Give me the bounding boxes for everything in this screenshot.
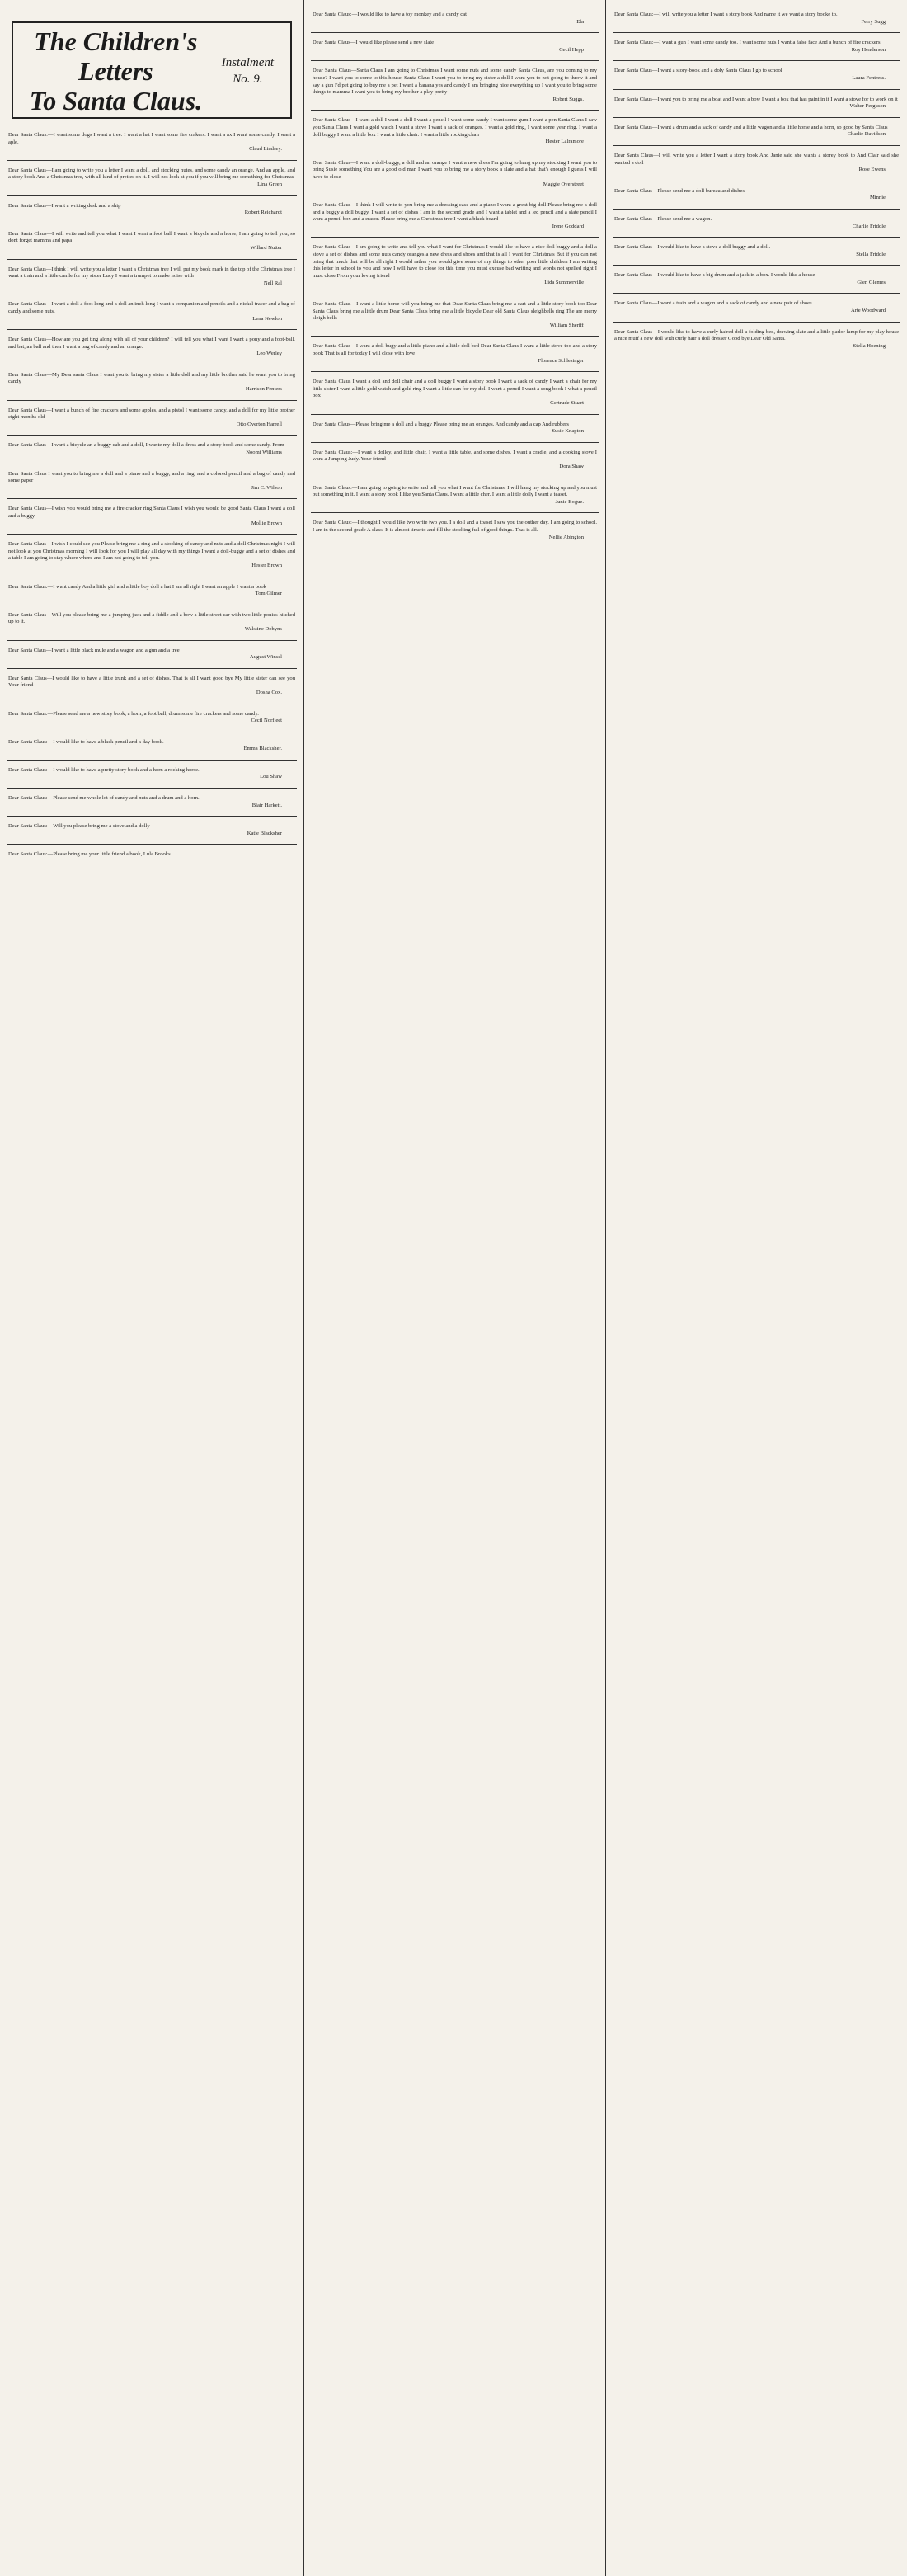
letter-item [7,704,297,732]
letter-item [311,111,599,153]
letter-item [7,260,297,295]
letter-signature: Charlie Friddle [852,223,886,229]
letter-signature: Junie Bogue. [555,498,584,505]
letter-body: Dear Santa Claus—I will write and tell you what I want I want a foot ball I want a bicycle and a horse, I am going to tell you, so dont forget mamma and papa [8,230,295,244]
letter-signature: Laura Fentress. [852,74,886,81]
installment-label [212,54,284,87]
letter-body: Dear Santa Claus—I want a doll bugy and a little piano and a little doll bed Dear Santa Claus I want a little stove too and a story book That is all for today I will close with love [313,343,597,356]
letter-item [311,61,599,111]
letter-signature: Arte Woodward [850,308,886,314]
letter-body: Dear Santa Claus:—I want a gun I want some candy too. I want some nuts I want a false face And a bunch of fire crackers [614,40,881,46]
letter-body: Dear Santa Claus:—I want some dogs I want a tree. I want a hat I want some fire crakers. I want a ax I want some candy. I want a aple. [8,132,295,145]
letter-item [7,789,297,817]
letter-signature: Hester Lalramore [545,139,584,145]
letter-signature: Lida Summerville [544,280,584,286]
letter-signature: Roy Henderson [851,46,886,53]
column-1 [0,0,303,2576]
letter-item [311,372,599,414]
letter-item [7,641,297,669]
letter-item [613,90,900,118]
letter-item [311,238,599,294]
letter-item [7,499,297,535]
letter-body: Dear Santa Claus I want you to bring me a doll and a piano and a buggy, and a ring, and a colored pencil and a bag of candy and some paper [8,470,295,484]
letter-signature: Minnie [869,195,886,201]
letter-body: Dear Santa Claus:—I thought I would like two write two you. I a doll and a toaset I saw you the outher day. I am going to school. I am in the second grade A class. It is almost time to and fill the stocking full of good things. That is all. [313,520,597,533]
letter-body: Dear Santa Claus—I would like to have a big drum and a jack in a box. I would like a house [614,272,815,279]
letter-body: Dear Santa Claus:—I would like to have a toy monkey and a candy cat [313,12,467,17]
letter-body: Dear Santa Claus—I want a doll I want a doll I want a pencil I want some candy I want some gum I want a pen Santa Claus I saw you Santa Claus I want a gold watch I want a stove I want a sack of oranges. I want a gold ring, I want some year ring. I want a doll buggy I want a little box I want a little chair. I want a little rocking chair [313,117,597,138]
letter-item [613,238,900,266]
letter-signature: Noomi Williams [246,450,282,456]
letter-signature: Susie Knapton [552,428,584,435]
letter-item [613,61,900,89]
letter-item [311,153,599,195]
letter-item [7,161,297,196]
letter-signature: Glen Glemes [857,279,886,285]
letter-body: Dear Santa Claus—I want a writing desk and a ship [8,202,121,209]
letter-item [613,210,900,238]
letter-body: Dear Santa Claus—I want a doll-buggy, a doll and an orange I want a new dress I'm going to hang up my stocking I want you to bring Susie something You are a good old man I want you to bring me a story book a slate and a hat that's enough I guess I will have to close [313,159,597,180]
letter-item [613,33,900,61]
headline-title [20,26,212,115]
letter-body: Dear Santa Claus:—I will write you a letter I want a story book And name it we want a story booke to. [614,12,838,17]
letter-item [7,464,297,500]
letter-item [613,294,900,322]
letter-body: Dear Santa Claus—I want a doll a foot long and a doll an inch long I want a companion and pencils and a nickel tracer and a bag of candy and some nuts. [8,301,295,314]
letters-list [7,125,297,865]
letter-item [7,761,297,789]
letter-item [7,605,297,641]
headline-title-line1: The Children's Letters [34,26,198,86]
letter-signature: Dora Shaw [559,463,584,469]
letter-body: Dear Santa Claus—I want a train and a wagon and a sack of candy and a new pair of shoes [614,300,812,307]
letter-signature: Claud Lindsey. [249,146,282,153]
letter-body: Dear Santa Claus—My Dear santa Claus I want you to bring my sister a little doll and my little brother said he want you to bring candy [8,371,295,385]
letter-body: Dear Santa Claus—I think I will write you a letter I want a Christmas tree I will put my book mark in the top of the Christmas tree I want a train and a little camle for my sister Lucy I want a trumpet to make noise with [8,266,295,280]
letter-item [7,577,297,605]
letter-signature: Nell Ral [263,280,282,286]
letter-signature: Rose Ewens [858,167,886,173]
letter-body: Dear Santa Claus:—I want candy And a little girl and a little boy doll a hat I am all right I want an apple I want a book [8,583,266,590]
letter-signature: Robert Suggs. [552,96,584,102]
letter-signature: Nellie Abington [548,534,584,540]
letter-signature: Lou Shaw [260,774,282,780]
letter-item [7,436,297,464]
letter-signature: Stella Friddle [856,251,886,257]
letter-signature: Hester Brown [251,562,282,568]
letter-body: Dear Santa Claus—I want a bicycle an a buggy cab and a doll, I wante my doll a dress and a story book and some candy. From [8,442,284,449]
letter-item [311,443,599,478]
letters-list [311,0,599,548]
letter-item [7,125,297,161]
letter-body: Dear Santa Claus—I would like to have a little trunk and a set of dishes. That is all I want good bye My little sister can see you Your friend [8,675,295,689]
letter-body: Dear Santa Claus—I wish you would bring me a fire cracker ring Santa Claus I wish you would be good Santa Claus I want a doll and a buggy [8,506,295,519]
letter-signature: Gertrude Stuart [550,399,584,406]
letter-body: Dear Santa Claus—I want a drum and a sack of candy and a little wagon and a little horse and a horn, so good by Santa Claus [614,124,888,130]
letter-signature: Dosha Cox. [256,689,282,695]
letter-item [311,337,599,372]
letter-item [7,669,297,704]
letter-signature: Otto Overton Harrell [236,421,282,427]
letter-item [311,513,599,548]
letter-signature: Maggie Overstreet [543,181,584,187]
letter-body: Dear Santa Claus—I would like to have a stove a doll buggy and a doll. [614,244,771,251]
letter-body: Dear Santa Claus—Please bring me a doll and a buggy Please bring me an oranges. And candy and a cap And rubbers [313,421,569,427]
letter-body: Dear Santa Claus:—Will you please bring me a stove and a dolly [8,823,150,830]
letter-body: Dear Santa Claus—I want a story-book and a doly Santa Claus I go to school [614,68,782,74]
letter-item [7,294,297,330]
letter-body: Dear Santa Claus:—I would like to have a black pencil and a day book. [8,738,164,745]
letter-signature: August Winsel [250,654,282,661]
letter-body: Dear Santa Claus—Please send me a doll bureau and dishes [614,187,745,194]
letter-body: Dear Santa Claus—I am going to write and tell you what I want for Christmas I would like to have a nice doll buggy and a doll a stove a set of dishes and some nuts candy oranges a new dress and shoes and that is all I want for Christmas But if you can not bring that much that will be all right I would rather you would give some of my things to other poor little children I am writing this letter in school to you and now I will have to close for this time you must excuse bad writing and words not spelled right I must close From your loving friend [313,244,597,279]
letter-item [311,415,599,443]
letters-list [613,0,900,356]
letter-signature: Leo Werley [256,351,282,357]
letter-item [7,845,297,865]
letter-signature: Walstine Dobyns [244,625,282,632]
letter-item [7,535,297,577]
letter-body: Dear Santa Claus—I want a little black mule and a wagon and a gun and a tree [8,647,180,653]
letter-signature: Cecil Norfleet [251,718,282,724]
letter-item [7,330,297,365]
letter-item [7,224,297,260]
letter-signature: Lina Green [257,181,282,187]
letter-body: Dear Santa Claus—I would like please send a new slate [313,40,435,46]
letter-body: Dear Santa Claus:—Please bring me your little friend a book, Lula Brooks [8,851,171,858]
letter-item [7,817,297,845]
letter-body: Dear Santa Claus—I want a bunch of fire crackers and some apples, and a pistol I want some candy, and a doll for my little brother eight months old [8,407,295,421]
letter-body: Dear Santa Claus—I want a little horse will you bring me that Dear Santa Claus bring me a cart and a little story book too Dear Santa Claus bring me a little drum Dear Santa Claus bring me a little bicycle Dear old Santa Claus sleighbells ring The are merry sleigh bells [313,301,597,322]
letter-signature: Charlie Davidson [847,131,886,138]
letter-item [613,118,900,146]
letter-item [7,732,297,761]
letter-body: Dear Santa Claus—I want you to bring me a boat and I want a bow I want a box that has paint in it I want a stove for to work on it [614,96,898,102]
letter-item [311,195,599,238]
letter-signature: Robert Reichardt [244,210,282,216]
letter-signature: Tom Gilmer [255,591,282,597]
letter-signature: Irene Goddard [552,223,584,229]
column-3 [605,0,907,2576]
letter-body: Dear Santa Claus—Santa Claus I am going to Christmas I want some nuts and some candy Santa Claus, are you coming to my house? I want you to come to this house, Santa Claus I want you to bring my sister a doll I want you to not going to throw it and say a gun I'd pet going to buy me a pet I want a banana yes and candy I am bringing nice everything up I want you to bring some things to mamma I want you to bring my brother a play pretty [313,68,597,96]
letter-item [613,146,900,181]
letter-item [7,401,297,436]
letter-body: Dear Santa Claus:—I am going to going to write and tell you what I want for Christmas. I will hang my stocking up and you must put something in it. I want a story book I like you Santa Claus. I want a little cher. I want a little dolly I want a teaset. [313,484,597,498]
letter-signature: Ferry Sugg [861,18,886,25]
letter-body: Dear Santa Claus:—Please send me a new story book, a horn, a foot ball, drum some fire crackers and some candy. [8,710,259,717]
letter-signature: Blair Harkett. [251,802,282,808]
letter-signature: Ela [576,18,584,25]
letter-body: Dear Santa Claus—I will write you a letter I want a story book And Janie said she wants a storey book to And Clair said she wanted a doll [614,152,899,166]
letter-signature: Cecil Hepp [559,46,584,53]
letter-body: Dear Santa Claus—How are you get ting along with all of your children? I will tell you what I want I want a pony and a foot-ball, and bat, an ball and then I want a bag of candy and an orange. [8,337,295,350]
letter-body: Dear Santa Claus—I am going to write you a letter I want a doll, and stocking nutes, and some candy an orange. And an apple, and a story book And a Christmas tree, with all kind of preties on it. I will not look at you if you will bring me something for Christmas [8,167,295,181]
installment-line1: Instalment [221,56,275,69]
letter-body: Dear Santa Claus:—I want a dolley, and little chair, I want a little table, and some dishes, I want a cradle, and a cooking stove I want a Jumping Judy. Your friend [313,449,597,463]
letter-body: Dear Santa Claus I want a doll and doll chair and a doll buggy I want a story book I want a sack of candy I want a chair for my little sister I want a little gold watch and gold ring I want a little can for my doll I want a pencil I want a song book I what a pencil box [313,379,597,399]
letter-signature: Jim C. Wilson [251,484,282,491]
letter-body: Dear Santa Claus—Please send me a wagon. [614,215,712,222]
letter-body: Dear Santa Claus—I wish I could see you Please bring me a ring and a stocking of candy and nuts and a doll Christmas night I will not look at you Christmas morning I will look for you I will play all day with my things I want a doll-buggy and a set of dishes and a table I am going to stay where where and I am not going to tell you. [8,541,295,562]
installment-line2: No. 9. [233,73,263,86]
column-2 [303,0,605,2576]
letter-signature: Emma Blacksher. [243,746,282,752]
letter-item [311,5,599,33]
letter-signature: Stella Hoening [853,342,886,349]
letter-body: Dear Santa Claus—Will you please bring me a jumping jack and a fiddle and a bow a little street car with two little ponies hitched up to it. [8,611,295,625]
letter-item [7,365,297,401]
letter-item [311,33,599,61]
letter-body: Dear Santa Claus—I would like to have a curly haired doll a folding bed, drawing slate and a little parlor lamp for my play house a nice muff a new doll with curly hair a doll dresser Good bye Dear Old Santa. [614,328,899,342]
letter-item [613,5,900,33]
letter-body: Dear Santa Claus:—Please send me whole lot of candy and nuts and a drum and a horn. [8,795,200,802]
letter-body: Dear Santa Claus—I think I will write to you bring me a dressing case and a piano I want a great big doll Please bring me a doll and a buggy a doll buggy. I want a set of dishes I am in the second grade and I want a tablet and a led pencil and a slate pencil I want a pencil box and a erasor. Please bring me a Christmas tree I want a black board [313,202,597,223]
letter-item [613,323,900,357]
letter-item [613,266,900,294]
letter-body: Dear Santa Claus:—I would like to have a pretty story book and a horn a rocking horse. [8,766,200,773]
letter-signature: Lena Newlon [252,315,282,322]
letter-item [311,478,599,514]
letter-signature: William Sheriff [549,322,584,328]
headline-title-line2: To Santa Claus. [29,86,203,115]
letter-item [613,181,900,210]
letter-signature: Harrison Fenters [245,386,282,393]
letter-signature: Walter Ferguson [849,103,886,110]
letter-signature: Florence Schlesinger [538,357,584,364]
letter-item [7,196,297,224]
headline-box [12,21,292,119]
letter-signature: Mollie Brown [251,520,282,526]
letter-item [311,294,599,337]
letter-signature: Katie Blacksher [247,830,282,836]
letter-signature: Willard Nutter [250,244,282,251]
